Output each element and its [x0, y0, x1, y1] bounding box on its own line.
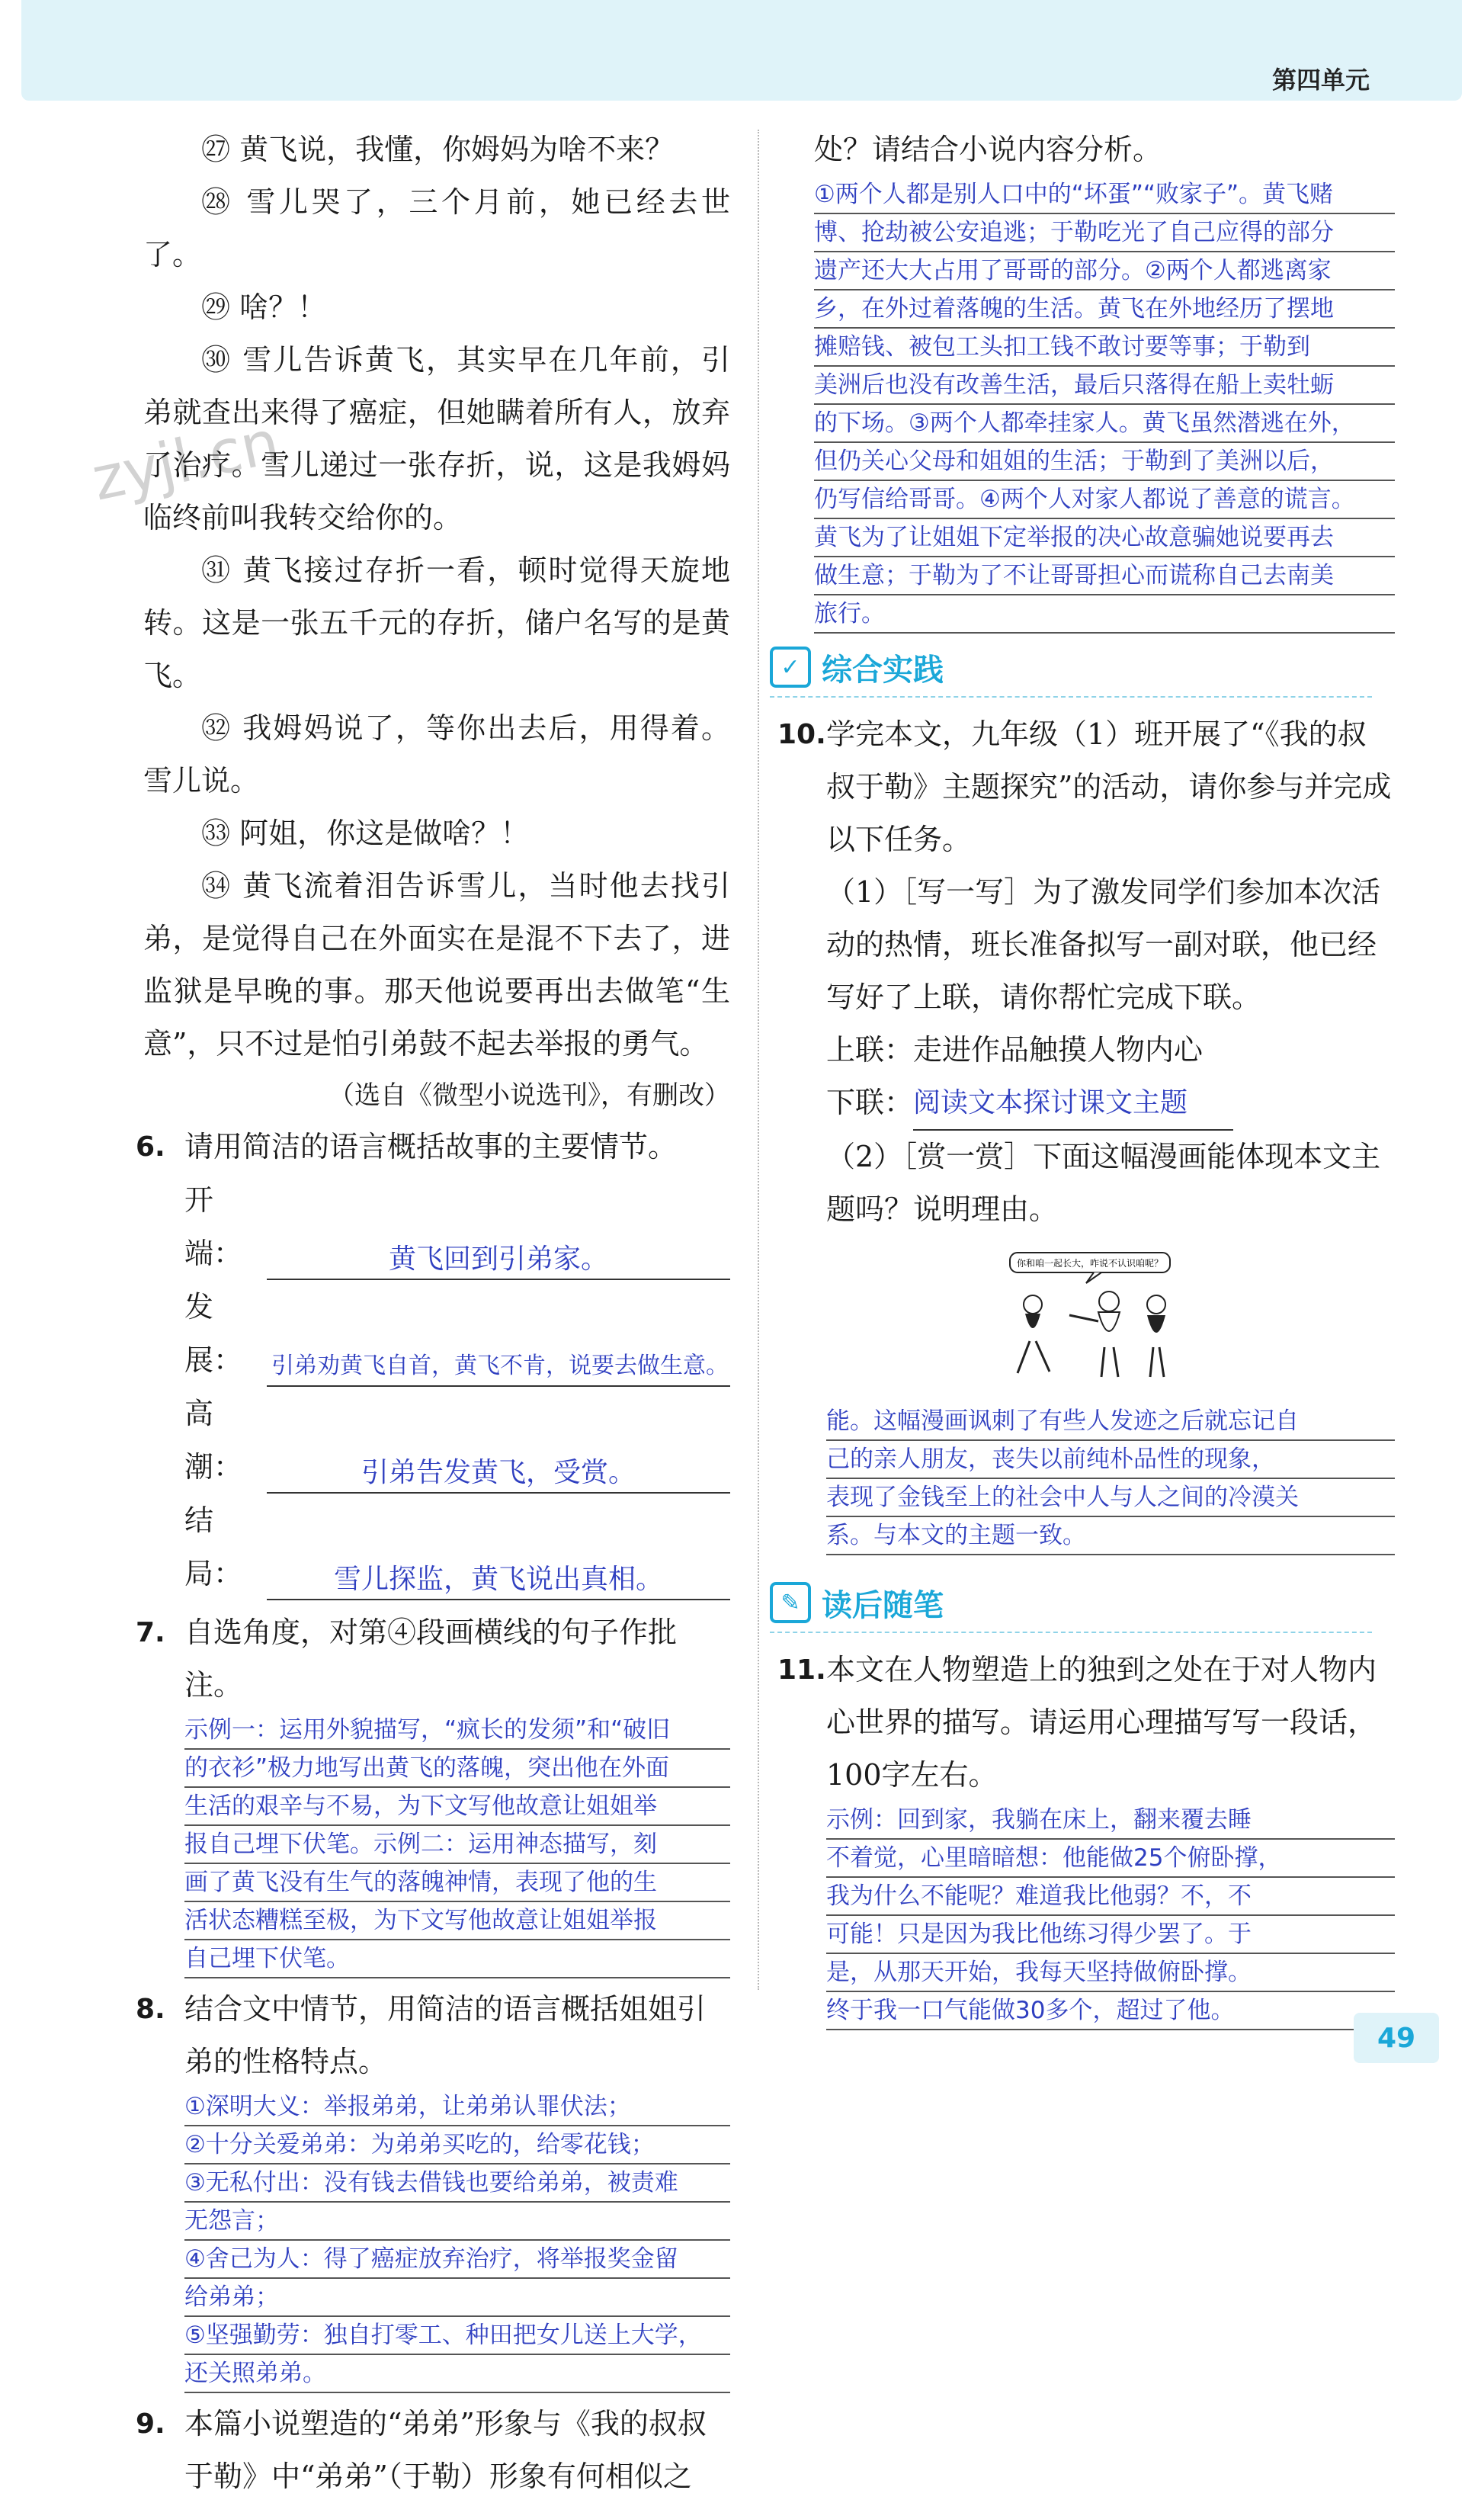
header-band	[21, 0, 1462, 101]
answer-field: 黄飞回到引弟家。	[267, 1240, 730, 1280]
question-text: 本篇小说塑造的“弟弟”形象与《我的叔叔于勒》中“弟弟”（于勒）形象有何相似之	[184, 2407, 707, 2493]
answer-line: 但仍关心父母和姐姐的生活；于勒到了美洲以后，	[814, 443, 1395, 481]
answer-11	[826, 1802, 1395, 2030]
pencil-icon: ✎	[770, 1582, 811, 1623]
couplet-upper: 上联：走进作品触摸人物内心	[826, 1033, 1204, 1067]
answer-line: 我为什么不能呢？难道我比他弱？不，不	[826, 1878, 1395, 1916]
question-text: 自选角度，对第④段画横线的句子作批注。	[184, 1616, 678, 1702]
section-practice-header	[770, 638, 1372, 698]
source-note: （选自《微型小说选刊》，有删改）	[329, 1080, 730, 1111]
question-10-part-2: （2）［赏一赏］下面这幅漫画能体现本文主题吗？说明理由。	[826, 1140, 1381, 1226]
plot-beginning	[184, 1173, 730, 1280]
answer-line: 不着觉，心里暗暗想：他能做25个俯卧撑，	[826, 1840, 1395, 1878]
answer-line: 是，从那天开始，我每天坚持做俯卧撑。	[826, 1954, 1395, 1992]
answer-8	[184, 2088, 730, 2393]
answer-line: 无怨言；	[184, 2203, 730, 2241]
left-column	[136, 124, 730, 2503]
story-paragraph-27: ㉗ 黄飞说，我懂，你姆妈为啥不来？	[201, 133, 675, 166]
question-8	[136, 1983, 730, 2088]
question-number: 6.	[136, 1131, 165, 1163]
right-column	[777, 124, 1395, 2030]
answer-line: 博、抢劫被公安追逃；于勒吃光了自己应得的部分	[814, 214, 1395, 252]
story-paragraph-33: ㉝ 阿姐，你这是做啥？！	[201, 817, 530, 850]
story-paragraph-31: ㉛ 黄飞接过存折一看，顿时觉得天旋地转。这是一张五千元的存折，储户名写的是黄飞。	[143, 554, 730, 692]
answer-line: 仍写信给哥哥。④两个人对家人都说了善意的谎言。	[814, 481, 1395, 519]
section-notes-header	[770, 1574, 1372, 1633]
question-10	[777, 708, 1395, 866]
answer-line: 自己埋下伏笔。	[184, 1940, 730, 1978]
plot-label: 发展：	[184, 1290, 243, 1377]
checkmark-icon: ✓	[770, 647, 811, 688]
question-number: 7.	[136, 1617, 165, 1648]
answer-line: 旅行。	[814, 595, 1395, 634]
answer-line: 美洲后也没有改善生活，最后只落得在船上卖牡蛎	[814, 367, 1395, 405]
watermark: zyjl.cn	[86, 408, 286, 515]
question-10-part-1: （1）［写一写］为了激发同学们参加本次活动的热情，班长准备拟写一副对联，他已经写好了上联，请你帮忙完成下联。	[826, 875, 1381, 1014]
question-9-continued: 处？请结合小说内容分析。	[814, 133, 1162, 166]
answer-line: ①两个人都是别人口中的“坏蛋”“败家子”。黄飞赌	[814, 176, 1395, 214]
question-text: 请用简洁的语言概括故事的主要情节。	[184, 1130, 678, 1163]
answer-line: 黄飞为了让姐姐下定举报的决心故意骗她说要再去	[814, 519, 1395, 557]
answer-field: 引弟告发黄飞，受赏。	[267, 1454, 730, 1494]
question-text: 学完本文，九年级（1）班开展了“《我的叔叔于勒》主题探究”的活动，请你参与并完成以下任务。	[826, 717, 1392, 856]
answer-line: 示例：回到家，我躺在床上，翻来覆去睡	[826, 1802, 1395, 1840]
question-number: 11.	[777, 1654, 826, 1686]
story-paragraph-29: ㉙ 啥？！	[201, 290, 327, 324]
answer-line: 遗产还大大占用了哥哥的部分。②两个人都逃离家	[814, 252, 1395, 290]
question-number: 9.	[136, 2408, 165, 2440]
answer-line: ①深明大义：举报弟弟，让弟弟认罪伏法；	[184, 2088, 730, 2126]
question-11	[777, 1644, 1395, 1802]
answer-line: ③无私付出：没有钱去借钱也要给弟弟，被责难	[184, 2164, 730, 2203]
answer-line: 示例一：运用外貌描写，“疯长的发须”和“破旧	[184, 1712, 730, 1750]
answer-line: 画了黄飞没有生气的落魄神情，表现了他的生	[184, 1864, 730, 1902]
answer-line: 给弟弟；	[184, 2279, 730, 2317]
answer-field: 雪儿探监，黄飞说出真相。	[267, 1561, 730, 1600]
answer-field: 引弟劝黄飞自首，黄飞不肯，说要去做生意。	[267, 1347, 730, 1387]
answer-line: 乡，在外过着落魄的生活。黄飞在外地经历了摆地	[814, 290, 1395, 329]
question-number: 10.	[777, 719, 826, 750]
question-number: 8.	[136, 1994, 165, 2025]
plot-ending	[184, 1494, 730, 1600]
answer-line: 的衣衫”极力地写出黄飞的落魄，突出他在外面	[184, 1750, 730, 1788]
story-paragraph-30: ㉚ 雪儿告诉黄飞，其实早在几年前，引弟就查出来得了癌症，但她瞒着所有人，放弃了治疗。雪儿递过一张存折，说，这是我姆妈临终前叫我转交给你的。	[143, 343, 730, 534]
answer-line: 能。这幅漫画讽刺了有些人发迹之后就忘记自	[826, 1403, 1395, 1441]
plot-label: 开端：	[184, 1183, 243, 1270]
story-paragraph-28: ㉘ 雪儿哭了，三个月前，她已经去世了。	[143, 185, 730, 271]
couplet-lower	[826, 1077, 1395, 1131]
question-text: 结合文中情节，用简洁的语言概括姐姐引弟的性格特点。	[184, 1992, 707, 2078]
answer-line: ④舍己为人：得了癌症放弃治疗，将举报奖金留	[184, 2241, 730, 2279]
answer-7	[184, 1712, 730, 1978]
answer-line: 生活的艰辛与不易，为下文写他故意让姐姐举	[184, 1788, 730, 1826]
question-9	[136, 2398, 730, 2503]
section-title: 综合实践	[822, 652, 944, 688]
couplet-lower-answer: 阅读文本探讨课文主题	[913, 1077, 1233, 1131]
answer-line: 做生意；于勒为了不让哥哥担心而谎称自己去南美	[814, 557, 1395, 595]
answer-9	[814, 176, 1395, 634]
question-7	[136, 1606, 730, 1712]
couplet-lower-label: 下联：	[826, 1086, 914, 1119]
cartoon-image	[979, 1251, 1200, 1392]
story-paragraph-32: ㉜ 我姆妈说了，等你出去后，用得着。雪儿说。	[143, 711, 730, 797]
question-text: 本文在人物塑造上的独到之处在于对人物内心世界的描写。请运用心理描写写一段话，100字左右。	[826, 1653, 1377, 1792]
answer-line: 活状态糟糕至极，为下文写他故意让姐姐举报	[184, 1902, 730, 1940]
question-6	[136, 1121, 730, 1173]
plot-label: 结局：	[184, 1503, 243, 1590]
answer-line: 的下场。③两个人都牵挂家人。黄飞虽然潜逃在外，	[814, 405, 1395, 443]
answer-line: 摊赔钱、被包工头扣工钱不敢讨要等事；于勒到	[814, 329, 1395, 367]
section-title: 读后随笔	[822, 1587, 944, 1623]
answer-line: ②十分关爱弟弟：为弟弟买吃的，给零花钱；	[184, 2126, 730, 2164]
plot-development	[184, 1280, 730, 1387]
answer-line: 表现了金钱至上的社会中人与人之间的冷漠关	[826, 1479, 1395, 1517]
unit-label: 第四单元	[1271, 66, 1370, 95]
cartoon-caption: 你和咱一起长大，咋说不认识咱呢？	[1016, 1258, 1164, 1269]
story-paragraph-34: ㉞ 黄飞流着泪告诉雪儿，当时他去找引弟，是觉得自己在外面实在是混不下去了，进监狱是早晚的事。那天他说要再出去做笔“生意”，只不过是怕引弟鼓不起去举报的勇气。	[143, 869, 730, 1061]
answer-line: 己的亲人朋友，丧失以前纯朴品性的现象，	[826, 1441, 1395, 1479]
plot-label: 高潮：	[184, 1397, 243, 1484]
answer-line: 还关照弟弟。	[184, 2355, 730, 2393]
answer-10	[826, 1403, 1395, 1555]
answer-line: 可能！只是因为我比他练习得少罢了。于	[826, 1916, 1395, 1954]
page-number: 49	[1354, 2013, 1439, 2063]
answer-line: 系。与本文的主题一致。	[826, 1517, 1395, 1555]
plot-climax	[184, 1387, 730, 1494]
column-divider	[758, 130, 759, 1990]
answer-line: 终于我一口气能做30多个，超过了他。	[826, 1992, 1395, 2030]
answer-line: ⑤坚强勤劳：独自打零工、种田把女儿送上大学，	[184, 2317, 730, 2355]
answer-line: 报自己埋下伏笔。示例二：运用神态描写，刻	[184, 1826, 730, 1864]
